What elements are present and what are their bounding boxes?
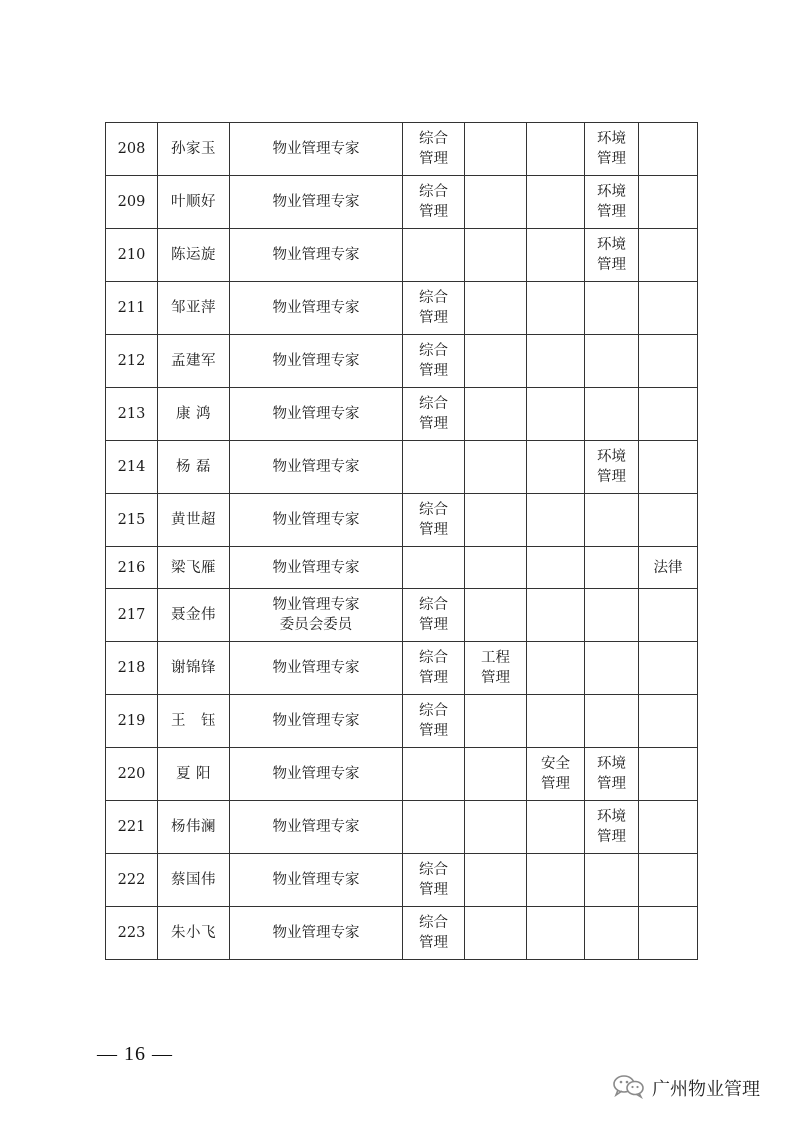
table-row xyxy=(106,282,698,335)
category-cell xyxy=(585,335,639,388)
category-cell xyxy=(403,801,465,854)
row-id-cell xyxy=(106,123,158,176)
table-row xyxy=(106,176,698,229)
person-name: 梁飞雁 xyxy=(171,559,216,576)
category-cell xyxy=(639,494,698,547)
category-cell xyxy=(465,388,527,441)
row-id: 215 xyxy=(117,512,146,528)
row-id: 218 xyxy=(117,660,146,676)
category-cell xyxy=(403,176,465,229)
expert-title: 物业管理专家 xyxy=(272,406,360,422)
category-cell xyxy=(403,282,465,335)
category-cell xyxy=(403,907,465,960)
page-number: — 16 — xyxy=(97,1043,173,1065)
category-cell xyxy=(639,642,698,695)
person-name: 杨伟澜 xyxy=(171,819,216,835)
category-cell xyxy=(585,123,639,176)
category-c1: 综合管理 xyxy=(418,597,448,633)
title-cell xyxy=(230,854,403,907)
category-cell xyxy=(465,748,527,801)
name-cell xyxy=(158,801,230,854)
category-cell xyxy=(403,642,465,695)
person-name: 蔡国伟 xyxy=(171,872,216,888)
category-cell xyxy=(465,547,527,589)
category-c4: 环境管理 xyxy=(596,184,626,220)
row-id-cell xyxy=(106,642,158,695)
title-cell xyxy=(230,123,403,176)
category-c4: 环境管理 xyxy=(596,237,626,273)
category-cell xyxy=(639,335,698,388)
category-cell xyxy=(585,642,639,695)
table-row xyxy=(106,229,698,282)
category-cell xyxy=(527,547,585,589)
wechat-icon xyxy=(612,1073,646,1103)
category-cell xyxy=(403,123,465,176)
row-id: 217 xyxy=(117,607,146,623)
expert-title: 物业管理专家 xyxy=(272,194,360,210)
category-cell xyxy=(403,695,465,748)
category-cell xyxy=(465,695,527,748)
name-cell xyxy=(158,335,230,388)
name-cell xyxy=(158,854,230,907)
person-name: 孟建军 xyxy=(171,353,216,369)
category-cell xyxy=(585,229,639,282)
table-row xyxy=(106,547,698,589)
category-cell xyxy=(465,123,527,176)
table-row xyxy=(106,494,698,547)
category-cell xyxy=(639,123,698,176)
row-id-cell xyxy=(106,282,158,335)
category-cell xyxy=(585,748,639,801)
category-cell xyxy=(527,589,585,642)
row-id-cell xyxy=(106,748,158,801)
row-id-cell xyxy=(106,441,158,494)
category-cell xyxy=(403,854,465,907)
category-cell xyxy=(527,907,585,960)
person-name: 谢锦锋 xyxy=(171,660,216,676)
person-name: 黄世超 xyxy=(171,512,216,528)
row-id: 220 xyxy=(117,766,146,782)
category-c1: 综合管理 xyxy=(418,703,448,739)
category-cell xyxy=(639,441,698,494)
table-row xyxy=(106,748,698,801)
title-cell xyxy=(230,388,403,441)
person-name: 杨 磊 xyxy=(175,459,212,475)
category-cell xyxy=(585,854,639,907)
category-cell xyxy=(639,801,698,854)
person-name: 叶顺好 xyxy=(171,194,216,210)
category-c1: 综合管理 xyxy=(418,184,448,220)
category-cell xyxy=(465,642,527,695)
row-id: 216 xyxy=(117,559,146,576)
category-c1: 综合管理 xyxy=(418,131,448,167)
category-cell xyxy=(527,801,585,854)
category-cell xyxy=(527,388,585,441)
category-cell xyxy=(465,589,527,642)
name-cell xyxy=(158,748,230,801)
category-cell xyxy=(639,695,698,748)
expert-title: 物业管理专家 xyxy=(272,925,360,941)
row-id: 214 xyxy=(117,459,146,475)
category-cell xyxy=(639,176,698,229)
watermark xyxy=(612,1072,760,1104)
table-row xyxy=(106,388,698,441)
category-c1: 综合管理 xyxy=(418,650,448,686)
category-cell xyxy=(465,282,527,335)
category-cell xyxy=(585,907,639,960)
category-cell xyxy=(465,801,527,854)
category-cell xyxy=(639,388,698,441)
row-id: 222 xyxy=(117,872,146,888)
category-c1: 综合管理 xyxy=(418,862,448,898)
row-id-cell xyxy=(106,589,158,642)
row-id-cell xyxy=(106,229,158,282)
category-c4: 环境管理 xyxy=(596,756,626,792)
row-id: 212 xyxy=(117,353,146,369)
title-cell xyxy=(230,907,403,960)
category-cell xyxy=(585,282,639,335)
expert-title-line2: 委员会委员 xyxy=(279,617,353,633)
name-cell xyxy=(158,494,230,547)
row-id-cell xyxy=(106,335,158,388)
row-id: 223 xyxy=(117,925,146,941)
category-cell xyxy=(527,123,585,176)
name-cell xyxy=(158,589,230,642)
title-cell xyxy=(230,695,403,748)
category-cell xyxy=(465,176,527,229)
category-cell xyxy=(585,547,639,589)
category-cell xyxy=(639,589,698,642)
category-cell xyxy=(639,748,698,801)
row-id: 221 xyxy=(117,819,146,835)
expert-title: 物业管理专家 xyxy=(272,141,360,157)
row-id-cell xyxy=(106,854,158,907)
row-id: 209 xyxy=(117,194,146,210)
table-row xyxy=(106,695,698,748)
category-cell xyxy=(403,335,465,388)
row-id-cell xyxy=(106,388,158,441)
title-cell xyxy=(230,335,403,388)
category-c4: 环境管理 xyxy=(596,449,626,485)
expert-title: 物业管理专家 xyxy=(272,819,360,835)
category-cell xyxy=(585,695,639,748)
title-cell xyxy=(230,282,403,335)
watermark-text: 广州物业管理 xyxy=(652,1079,760,1100)
category-cell xyxy=(465,335,527,388)
category-cell xyxy=(585,801,639,854)
category-cell xyxy=(527,695,585,748)
row-id-cell xyxy=(106,494,158,547)
category-cell xyxy=(527,494,585,547)
expert-title: 物业管理专家 xyxy=(272,597,360,613)
category-cell xyxy=(403,589,465,642)
category-c3: 安全管理 xyxy=(540,756,570,792)
category-c4: 环境管理 xyxy=(596,809,626,845)
category-cell xyxy=(639,547,698,589)
row-id-cell xyxy=(106,176,158,229)
category-c1: 综合管理 xyxy=(418,343,448,379)
name-cell xyxy=(158,907,230,960)
table-row xyxy=(106,123,698,176)
table-row xyxy=(106,801,698,854)
expert-title: 物业管理专家 xyxy=(272,766,360,782)
title-cell xyxy=(230,176,403,229)
expert-title: 物业管理专家 xyxy=(272,512,360,528)
row-id: 210 xyxy=(117,247,146,263)
category-cell xyxy=(585,176,639,229)
table-row xyxy=(106,335,698,388)
title-cell xyxy=(230,229,403,282)
category-cell xyxy=(403,441,465,494)
name-cell xyxy=(158,123,230,176)
table-row xyxy=(106,441,698,494)
name-cell xyxy=(158,642,230,695)
category-cell xyxy=(465,494,527,547)
category-c5: 法律 xyxy=(653,559,683,576)
table-row xyxy=(106,854,698,907)
row-id: 213 xyxy=(117,406,146,422)
category-cell xyxy=(527,229,585,282)
expert-title: 物业管理专家 xyxy=(272,247,360,263)
row-id-cell xyxy=(106,547,158,589)
category-c4: 环境管理 xyxy=(596,131,626,167)
category-cell xyxy=(403,494,465,547)
name-cell xyxy=(158,229,230,282)
name-cell xyxy=(158,547,230,589)
category-c2: 工程管理 xyxy=(480,650,510,686)
category-c1: 综合管理 xyxy=(418,290,448,326)
name-cell xyxy=(158,282,230,335)
category-cell xyxy=(527,282,585,335)
category-cell xyxy=(527,642,585,695)
person-name: 康 鸿 xyxy=(175,406,212,422)
category-cell xyxy=(585,589,639,642)
category-cell xyxy=(403,388,465,441)
category-cell xyxy=(403,229,465,282)
expert-title: 物业管理专家 xyxy=(272,459,360,475)
person-name: 陈运旋 xyxy=(171,247,216,263)
category-cell xyxy=(527,441,585,494)
name-cell xyxy=(158,176,230,229)
expert-title: 物业管理专家 xyxy=(272,872,360,888)
title-cell xyxy=(230,547,403,589)
category-cell xyxy=(639,907,698,960)
expert-title: 物业管理专家 xyxy=(272,713,360,729)
table-row xyxy=(106,642,698,695)
category-cell xyxy=(585,494,639,547)
title-cell xyxy=(230,642,403,695)
title-cell xyxy=(230,589,403,642)
category-cell xyxy=(585,441,639,494)
expert-title: 物业管理专家 xyxy=(272,559,360,576)
category-cell xyxy=(527,748,585,801)
title-cell xyxy=(230,441,403,494)
category-cell xyxy=(465,441,527,494)
row-id-cell xyxy=(106,907,158,960)
title-cell xyxy=(230,494,403,547)
category-cell xyxy=(403,547,465,589)
category-cell xyxy=(465,229,527,282)
category-cell xyxy=(527,854,585,907)
person-name: 孙家玉 xyxy=(171,141,216,157)
person-name: 王 钰 xyxy=(171,713,216,729)
category-c1: 综合管理 xyxy=(418,502,448,538)
row-id-cell xyxy=(106,801,158,854)
person-name: 夏 阳 xyxy=(175,766,212,782)
table-row xyxy=(106,589,698,642)
name-cell xyxy=(158,388,230,441)
category-cell xyxy=(465,907,527,960)
row-id: 208 xyxy=(117,141,146,157)
name-cell xyxy=(158,695,230,748)
person-name: 邹亚萍 xyxy=(171,300,216,316)
title-cell xyxy=(230,801,403,854)
row-id: 211 xyxy=(117,300,146,316)
category-cell xyxy=(465,854,527,907)
expert-title: 物业管理专家 xyxy=(272,353,360,369)
person-name: 聂金伟 xyxy=(171,607,216,623)
category-cell xyxy=(403,748,465,801)
expert-table xyxy=(105,122,698,960)
category-cell xyxy=(639,282,698,335)
person-name: 朱小飞 xyxy=(171,925,216,941)
row-id: 219 xyxy=(117,713,146,729)
row-id-cell xyxy=(106,695,158,748)
category-cell xyxy=(639,854,698,907)
expert-title: 物业管理专家 xyxy=(272,300,360,316)
category-cell xyxy=(639,229,698,282)
table-row xyxy=(106,907,698,960)
expert-title: 物业管理专家 xyxy=(272,660,360,676)
category-cell xyxy=(585,388,639,441)
title-cell xyxy=(230,748,403,801)
category-c1: 综合管理 xyxy=(418,915,448,951)
category-cell xyxy=(527,335,585,388)
category-cell xyxy=(527,176,585,229)
category-c1: 综合管理 xyxy=(418,396,448,432)
name-cell xyxy=(158,441,230,494)
